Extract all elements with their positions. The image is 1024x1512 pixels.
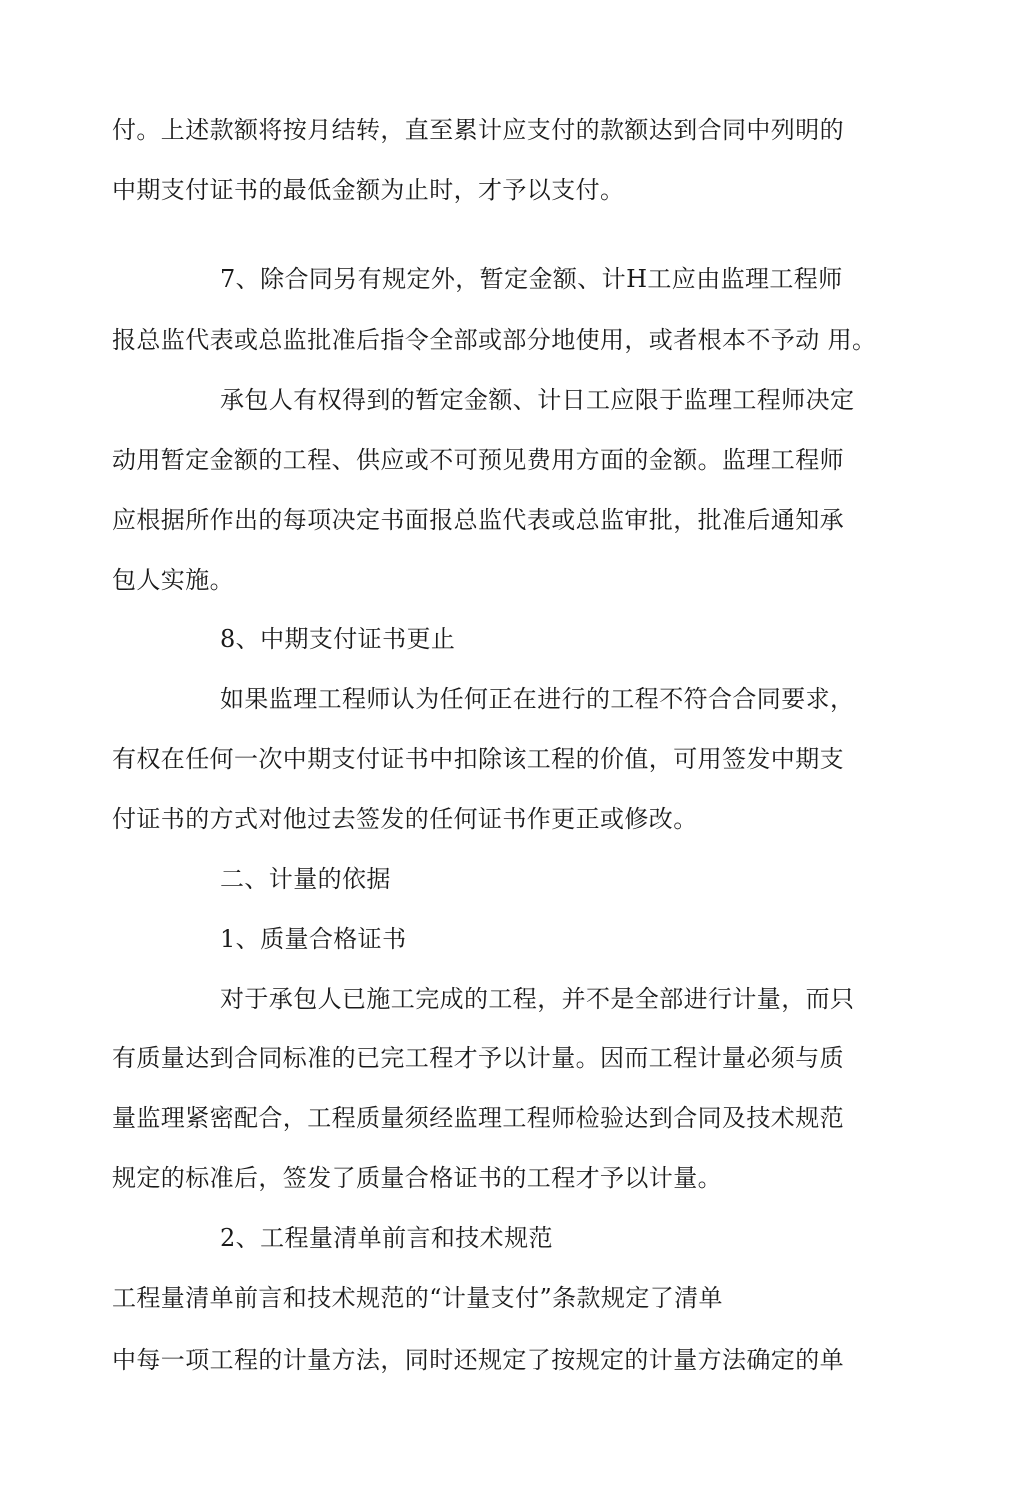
- paragraph-line: 动用暂定金额的工程、供应或不可预见费用方面的金额。监理工程师: [112, 446, 844, 474]
- paragraph-line: 有质量达到合同标准的已完工程才予以计量。因而工程计量必须与质: [112, 1044, 844, 1072]
- paragraph-line: 中每一项工程的计量方法，同时还规定了按规定的计量方法确定的单: [112, 1346, 844, 1374]
- paragraph-line: 量监理紧密配合，工程质量须经监理工程师检验达到合同及技术规范: [112, 1104, 844, 1132]
- paragraph-line: 工程量清单前言和技术规范的“计量支付”条款规定了清单: [112, 1284, 723, 1312]
- section-heading: 8、中期支付证书更止: [220, 625, 456, 653]
- paragraph-line: 包人实施。: [112, 566, 234, 594]
- paragraph-line: 7、除合同另有规定外，暂定金额、计H工应由监理工程师: [220, 265, 843, 293]
- paragraph-line: 承包人有权得到的暂定金额、计日工应限于监理工程师决定: [220, 386, 855, 414]
- paragraph-line: 付证书的方式对他过去签发的任何证书作更正或修改。: [112, 805, 698, 833]
- section-heading: 二、计量的依据: [220, 865, 391, 893]
- paragraph-line: 付。上述款额将按月结转，直至累计应支付的款额达到合同中列明的: [112, 116, 844, 144]
- paragraph-line: 如果监理工程师认为任何正在进行的工程不符合合同要求，: [220, 685, 855, 713]
- section-heading: 2、工程量清单前言和技术规范: [220, 1224, 553, 1252]
- paragraph-line: 报总监代表或总监批准后指令全部或部分地使用，或者根本不予动 用。: [112, 326, 877, 354]
- paragraph-line: 应根据所作出的每项决定书面报总监代表或总监审批，批准后通知承: [112, 506, 844, 534]
- paragraph-line: 规定的标准后，签发了质量合格证书的工程才予以计量。: [112, 1164, 722, 1192]
- section-heading: 1、质量合格证书: [220, 925, 407, 953]
- paragraph-line: 对于承包人已施工完成的工程，并不是全部进行计量，而只: [220, 985, 855, 1013]
- paragraph-line: 有权在任何一次中期支付证书中扣除该工程的价值，可用签发中期支: [112, 745, 844, 773]
- paragraph-line: 中期支付证书的最低金额为止时，才予以支付。: [112, 176, 625, 204]
